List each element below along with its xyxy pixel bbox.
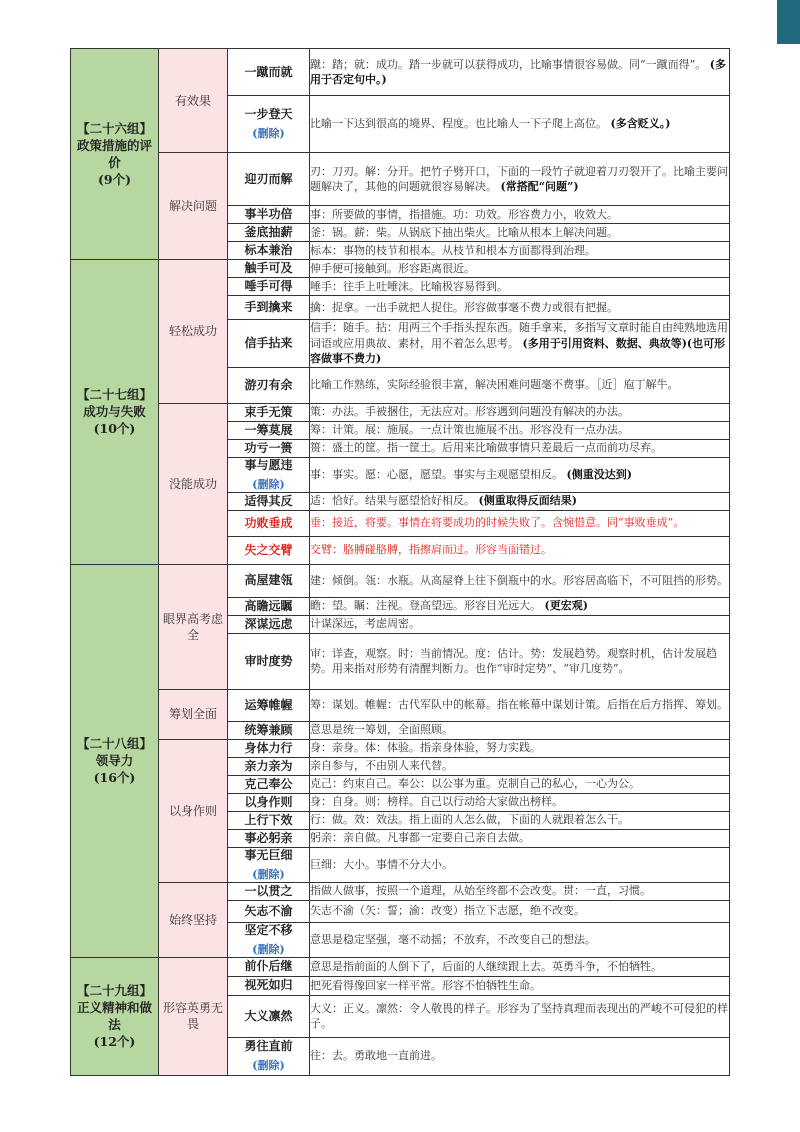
idiom-term-cell [228,153,310,206]
idiom-definition: 事：事实。愿：心愿，愿望。事实与主观愿望相反。 [310,467,563,481]
idiom-term-cell [228,536,310,564]
idiom-term: 运筹帷幄 [244,697,293,712]
subcategory-label: 始终坚持 [168,912,217,927]
idiom-term-cell [228,882,310,900]
idiom-definition: 意思是稳定坚强，毫不动摇；不放弃，不改变自己的想法。 [310,932,596,946]
idiom-term-cell [228,320,310,368]
group-number: 【二十八组】 [76,736,152,751]
idiom-definition-cell [310,224,730,242]
table-row [71,957,730,976]
subcategory-cell [159,689,228,739]
idiom-definition: 建：倾倒。瓴：水瓶。从高屋脊上往下倒瓶中的水。形容居高临下，不可阻挡的形势。 [310,573,728,587]
group-cell [71,49,159,260]
idiom-term: 唾手可得 [244,279,293,293]
idiom-definition-cell [310,457,730,492]
idiom-definition: 筹：谋划。帷幄：古代军队中的帐幕。指在帐幕中谋划计策。后指在后方指挥、筹划。 [310,698,728,712]
table-row [71,260,730,278]
idiom-term: 触手可及 [244,261,293,275]
idiom-term-cell [228,829,310,847]
idiom-term: 事半功倍 [244,207,293,221]
idiom-definition-cell [310,882,730,900]
idiom-definition: 策：办法。手被捆住，无法应对。形容遇到问题没有解决的办法。 [310,405,629,419]
idiom-definition: 釜：锅。薪：柴。从锅底下抽出柴火。比喻从根本上解决问题。 [310,225,618,239]
idiom-term: 克己奉公 [244,776,293,791]
idiom-term: 手到擒来 [244,300,293,314]
idiom-term-cell [228,721,310,739]
usage-note: (侧重取得反面结果) [478,494,577,508]
idiom-term: 矢志不渝 [244,903,293,918]
idiom-term-cell [228,278,310,296]
idiom-definition-cell [310,615,730,633]
idiom-definition: 巨细：大小。事情不分大小。 [310,857,453,871]
idiom-term: 一蹴而就 [244,64,293,79]
usage-note: (常搭配“问题”) [500,180,579,193]
idiom-definition: 矢志不渝（矢：誓；渝：改变）指立下志愿，绝不改变。 [310,904,585,918]
idiom-term-cell [228,457,310,492]
subcategory-label: 筹划全面 [168,707,217,721]
idiom-definition-cell [310,995,730,1037]
idiom-definition: 行：做。效：效法。指上面的人怎么做，下面的人就跟着怎么干。 [310,813,629,827]
idiom-definition: 意思是统一筹划，全面照顾。 [310,723,453,737]
idiom-term-cell [228,739,310,757]
idiom-term-cell [228,242,310,260]
subcategory-label: 形容英勇无畏 [162,1001,223,1031]
idiom-term: 一步登天 [244,107,293,121]
subcategory-cell [159,153,228,260]
idiom-definition: 擒：捉拿。一出手就把人捉住。形容做事毫不费力或很有把握。 [310,300,618,314]
idiom-term-cell [228,49,310,96]
group-count: (10个) [93,421,136,437]
idiom-term: 前仆后继 [244,959,293,973]
subcategory-label: 有效果 [174,93,211,108]
idiom-definition: 意思是指前面的人倒下了，后面的人继续跟上去。英勇斗争，不怕牺牲。 [310,959,662,973]
idiom-term-cell [228,296,310,320]
idiom-definition-cell [310,96,730,153]
usage-note: (多含贬义。) [610,117,671,131]
idiom-definition: 大义：正义。凛然：令人敬畏的样子。形容为了坚持真理而表现出的严峻不可侵犯的样子。 [310,1001,728,1030]
idiom-definition: 身：自身。则：榜样。自己以行动给大家做出榜样。 [310,795,563,809]
subcategory-label: 以身作则 [168,803,217,818]
delete-mark: (删除) [252,867,285,881]
idiom-term: 审时度势 [244,653,293,668]
idiom-definition-cell [310,242,730,260]
idiom-term: 高瞻远瞩 [244,598,293,613]
idiom-term: 大义凛然 [244,1008,293,1023]
idiom-term-cell [228,260,310,278]
idiom-term-cell [228,439,310,457]
idiom-definition-cell [310,922,730,957]
idiom-definition-cell [310,829,730,847]
table-row [71,689,730,721]
group-count: (16个) [93,770,136,785]
subcategory-cell [159,882,228,957]
idiom-term-cell [228,847,310,882]
usage-note: (多用于引用资料、数据、典故等)(也可形容做事不费力) [310,336,726,365]
idiom-term-cell [228,492,310,510]
idiom-table [70,48,730,1076]
idiom-definition-cell [310,1037,730,1075]
idiom-term: 一以贯之 [244,883,293,898]
group-cell [71,564,159,957]
idiom-term-cell [228,597,310,615]
subcategory-label: 轻松成功 [168,324,217,339]
group-cell [71,957,159,1075]
group-title: 成功与失败 [83,404,146,420]
idiom-definition: 事：所要做的事情，指措施。功：功效。形容费力小，收效大。 [310,207,618,221]
idiom-term-cell [228,403,310,421]
idiom-definition: 筹：计策。展：施展。一点计策也施展不出。形容没有一点办法。 [310,423,629,437]
idiom-definition: 指做人做事，按照一个道理，从始至终都不会改变。贯：一直，习惯。 [310,884,651,898]
idiom-definition: 唾手：往手上吐唾沫。比喻极容易得到。 [310,279,508,293]
idiom-definition: 比喻一下达到很高的境界、程度。也比喻人一下子爬上高位。 [310,117,607,131]
idiom-definition: 刃：刀刃。解：分开。把竹子劈开口，下面的一段竹子就迎着刀刃裂开了。比喻主要问题解决了，其他的问题就很容易解决。 [310,164,728,193]
idiom-definition-cell [310,492,730,510]
idiom-definition: 克己：约束自己。奉公：以公事为重。克制自己的私心，一心为公。 [310,777,640,791]
idiom-definition-cell [310,739,730,757]
idiom-definition-cell [310,260,730,278]
idiom-definition-cell [310,900,730,922]
table-row [71,564,730,597]
idiom-definition-cell [310,793,730,811]
group-number: 【二十六组】 [76,121,152,136]
idiom-definition-cell [310,278,730,296]
idiom-term-cell [228,510,310,536]
idiom-term: 标本兼治 [244,243,293,257]
delete-mark: (删除) [252,127,285,140]
idiom-definition: 交臂：胳膊碰胳膊，指擦肩而过。形容当面错过。 [310,543,552,557]
idiom-definition: 标本：事物的枝节和根本。从枝节和根本方面都得到治理。 [310,243,596,257]
idiom-definition: 篑：盛土的筐。指一筐土。后用来比喻做事情只差最后一点而前功尽弃。 [310,441,662,455]
idiom-term-cell [228,421,310,439]
idiom-definition: 躬亲：亲自做。凡事都一定要自己亲自去做。 [310,831,530,845]
idiom-definition: 往：去。勇敢地一直前进。 [310,1049,442,1063]
table-row [71,153,730,206]
group-count: (12个) [93,1034,136,1049]
group-title: 政策措施的评价 [76,138,152,170]
usage-note: (更宏观) [544,599,588,613]
idiom-term-cell [228,793,310,811]
group-count: (9个) [97,172,132,187]
subcategory-cell [159,260,228,404]
idiom-term: 亲力亲为 [244,758,293,773]
idiom-definition-cell [310,320,730,368]
idiom-term-cell [228,367,310,403]
idiom-term: 事无巨细 [244,847,293,862]
idiom-term: 适得其反 [244,493,293,508]
group-title: 正义精神和做法 [76,1000,152,1032]
idiom-definition: 把死看得像回家一样平常。形容不怕牺牲生命。 [310,978,541,992]
idiom-definition-cell [310,49,730,96]
table-row [71,49,730,96]
idiom-definition-cell [310,689,730,721]
idiom-definition-cell [310,597,730,615]
idiom-definition-cell [310,847,730,882]
idiom-term: 迎刃而解 [244,171,293,186]
idiom-term: 深谋远虑 [244,616,293,631]
idiom-definition: 垂：接近，将要。事情在将要成功的时候失败了。含惋惜意。同“事败垂成”。 [310,516,685,530]
idiom-definition: 蹴：踏；就：成功。踏一步就可以获得成功，比喻事情很容易做。同“一蹴而得”。 [310,57,707,71]
idiom-term-cell [228,206,310,224]
idiom-definition: 审：详查，观察。时：当前情况。度：估计。势：发展趋势。观察时机，估计发展趋势。用来指对形势有清醒判断力。也作“审时定势”、“审几度势”。 [310,646,717,675]
idiom-definition: 伸手便可接触到。形容距离很近。 [310,261,475,275]
subcategory-cell [159,49,228,153]
idiom-definition: 适：恰好。结果与愿望恰好相反。 [310,494,475,508]
idiom-definition-cell [310,957,730,976]
idiom-definition-cell [310,811,730,829]
idiom-term-cell [228,900,310,922]
group-number: 【二十七组】 [76,387,152,403]
idiom-definition-cell [310,510,730,536]
subcategory-cell [159,564,228,689]
idiom-definition-cell [310,564,730,597]
idiom-term: 视死如归 [244,978,293,992]
idiom-definition-cell [310,421,730,439]
group-cell [71,260,159,565]
chapter-tab-marker [777,0,800,44]
idiom-definition-cell [310,775,730,793]
subcategory-label: 眼界高考虑全 [162,611,223,642]
idiom-definition-cell [310,206,730,224]
subcategory-cell [159,739,228,882]
idiom-definition-cell [310,153,730,206]
table-row [71,739,730,757]
subcategory-cell [159,403,228,564]
idiom-term-cell [228,922,310,957]
idiom-term-cell [228,995,310,1037]
idiom-term: 上行下效 [244,812,293,827]
delete-mark: (删除) [252,1059,285,1072]
idiom-term-cell [228,615,310,633]
usage-note: (多用于否定句中。) [310,57,726,86]
idiom-term-cell [228,757,310,775]
idiom-definition-cell [310,721,730,739]
table-row [71,403,730,421]
idiom-term: 功亏一篑 [244,440,293,455]
idiom-definition: 瞻：望。瞩：注视。登高望远。形容目光远大。 [310,599,541,613]
idiom-definition: 比喻工作熟练，实际经验很丰富，解决困难问题毫不费事。［近］庖丁解牛。 [310,378,679,392]
idiom-term-cell [228,976,310,995]
idiom-definition: 计谋深远，考虑周密。 [310,617,420,631]
idiom-term: 身体力行 [244,740,293,755]
idiom-term-cell [228,96,310,153]
idiom-term: 事必躬亲 [244,830,293,845]
idiom-term-cell [228,689,310,721]
group-title: 领导力 [95,753,134,768]
idiom-definition-cell [310,367,730,403]
idiom-term: 游刃有余 [244,377,293,392]
table-row [71,882,730,900]
idiom-definition: 亲自参与，不由别人来代替。 [310,759,453,773]
idiom-term-cell [228,811,310,829]
subcategory-label: 解决问题 [168,199,217,213]
idiom-term: 以身作则 [244,794,293,809]
idiom-term: 失之交臂 [244,542,293,557]
subcategory-cell [159,957,228,1075]
idiom-definition: 信手：随手。拈：用两三个手指头捏东西。随手拿来，多指写文章时能自由纯熟地选用词语或应用典故、素材，用不着怎么思考。 [310,321,728,350]
idiom-definition-cell [310,403,730,421]
idiom-definition-cell [310,976,730,995]
idiom-term: 一筹莫展 [244,422,293,437]
delete-mark: (删除) [252,942,285,956]
idiom-term-cell [228,957,310,976]
idiom-definition-cell [310,296,730,320]
idiom-term-cell [228,224,310,242]
idiom-term: 釜底抽薪 [244,225,293,239]
idiom-term: 统筹兼顾 [244,722,293,737]
idiom-term: 坚定不移 [244,922,293,937]
idiom-term: 勇往直前 [244,1039,293,1053]
idiom-term: 信手拈来 [244,335,293,350]
idiom-term: 束手无策 [244,404,293,419]
idiom-definition: 身：亲身。体：体验。指亲身体验，努力实践。 [310,741,541,755]
idiom-term-cell [228,1037,310,1075]
usage-note: (侧重没达到) [566,467,632,481]
idiom-term-cell [228,633,310,689]
group-number: 【二十九组】 [76,983,152,998]
delete-mark: (删除) [252,477,285,491]
idiom-term: 高屋建瓴 [244,573,293,587]
idiom-term: 功败垂成 [244,515,293,530]
idiom-definition-cell [310,536,730,564]
idiom-definition-cell [310,439,730,457]
idiom-term-cell [228,775,310,793]
idiom-definition-cell [310,633,730,689]
subcategory-label: 没能成功 [168,476,217,491]
idiom-definition-cell [310,757,730,775]
idiom-term-cell [228,564,310,597]
idiom-term: 事与愿违 [244,457,293,472]
